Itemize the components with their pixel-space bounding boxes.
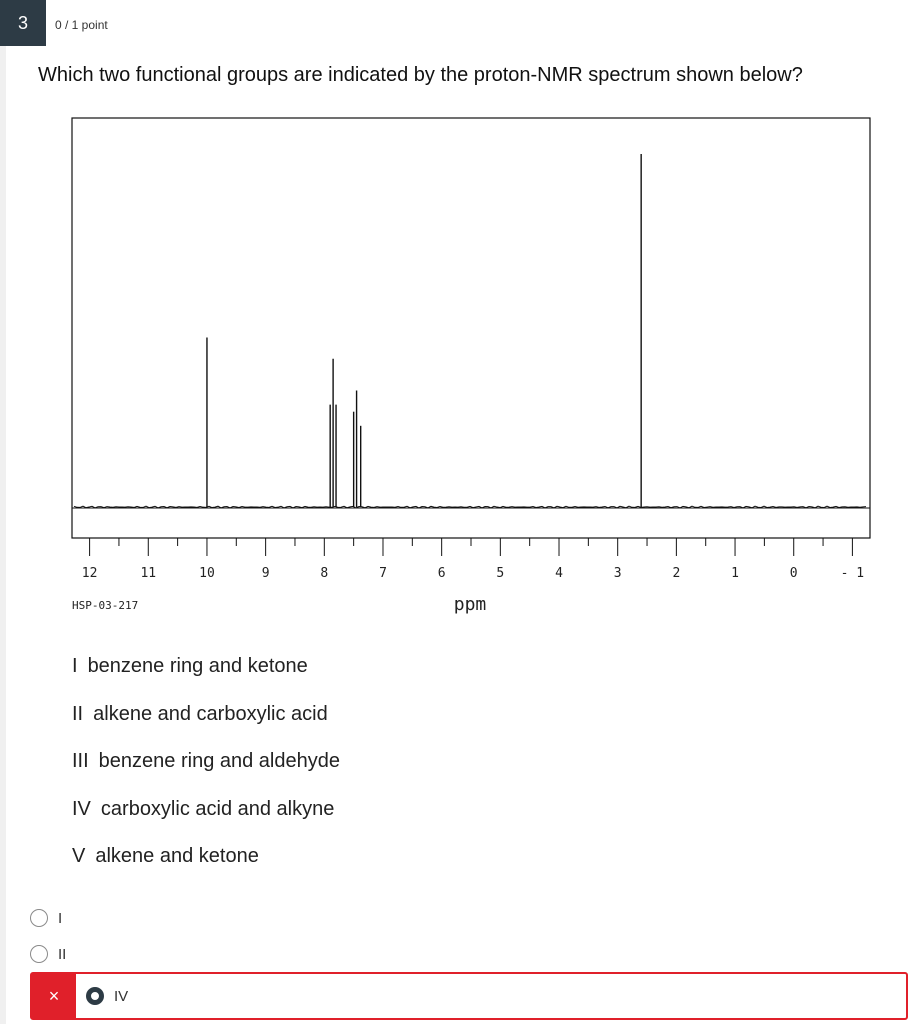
x-axis-tick-label: 6 [437,566,446,581]
selected-answer[interactable] [30,972,908,1020]
x-axis-tick-label: 0 [789,566,798,581]
choice-description [72,845,340,893]
question-left-border [0,46,6,1024]
x-axis-tick-label: 5 [496,566,505,581]
choice-description [72,798,340,846]
choice-text: benzene ring and ketone [87,655,308,677]
choice-description [72,750,340,798]
x-axis-tick-label: 8 [320,566,329,581]
question-number: 3 [0,0,46,46]
radio-selected-icon[interactable] [86,987,104,1005]
choice-roman-numeral: IV [72,797,91,820]
choice-text: carboxylic acid and alkyne [100,797,335,820]
spectrum-code: HSP-03-217 [72,599,139,612]
spectrum-peaks [207,154,641,507]
question-text: Which two functional groups are indicated by the proton-NMR spectrum shown below? [38,64,803,86]
choice-text: benzene ring and aldehyde [98,750,340,772]
choice-description [72,655,340,703]
x-axis-tick-label: 9 [261,566,270,581]
choice-description [72,703,340,751]
question-points: 0 / 1 point [55,18,108,32]
radio-unselected-icon[interactable] [30,945,48,963]
nmr-spectrum [60,110,872,620]
x-axis-tick-label: - 1 [840,566,865,581]
x-axis-tick-label: 12 [81,566,98,581]
answer-option-label: II [58,945,67,963]
spectrum-frame [72,118,870,538]
x-axis-tick-label: 11 [140,566,157,581]
choice-text: alkene and carboxylic acid [93,702,328,725]
x-axis-tick-label: 1 [731,566,739,581]
answer-option-i[interactable] [30,909,62,927]
choice-text: alkene and ketone [95,845,259,867]
x-axis-tick-label: 4 [555,566,563,581]
x-axis-tick-label: 10 [199,566,215,581]
answer-option-ii[interactable] [30,945,66,963]
x-axis-tick-label: 2 [672,566,681,581]
x-axis-tick-labels [82,566,864,581]
choice-roman-numeral: III [72,750,89,772]
choice-roman-numeral: I [72,655,78,677]
x-axis-ticks [90,538,853,556]
choice-roman-numeral: V [72,845,86,867]
radio-unselected-icon[interactable] [30,909,48,927]
x-axis-tick-label: 3 [613,566,622,581]
answer-option-label: I [58,909,63,927]
selected-answer-label: IV [114,987,129,1005]
choice-descriptions [72,655,340,893]
x-axis-tick-label: 7 [379,566,387,581]
close-icon: × [32,974,76,1018]
x-axis-label: ppm [453,594,487,615]
choice-roman-numeral: II [72,702,84,725]
